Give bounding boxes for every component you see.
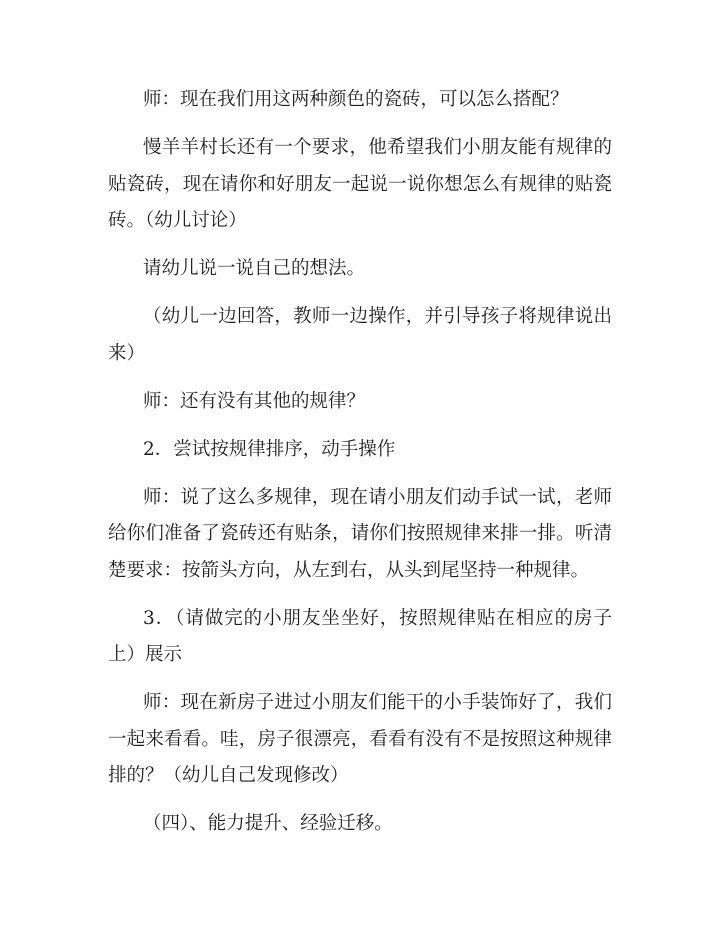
text-line: 师：说了这么多规律，现在请小朋友们动手试一试，老师 (143, 486, 612, 508)
text-line: 给你们准备了瓷砖还有贴条，请你们按照规律来排一排。听清 (108, 523, 612, 544)
document-page (108, 82, 612, 854)
text-line: 排的？（幼儿自己发现修改） (108, 765, 349, 786)
village-chief-request-paragraph (108, 130, 612, 240)
step-2-heading (108, 432, 612, 469)
section-4-heading (108, 806, 612, 843)
child-ideas-paragraph (108, 251, 612, 288)
text-line: （四）、能力提升、经验迁移。 (143, 813, 393, 834)
text-line: 砖。（幼儿讨论） (108, 210, 247, 231)
text-line: 3．（请做完的小朋友坐坐好，按照规律贴在相应的房子 (143, 607, 612, 629)
text-line: 贴瓷砖，现在请你和好朋友一起说一说你想怎么有规律的贴瓷 (108, 173, 612, 195)
text-line: 楚要求：按箭头方向，从左到右，从头到尾坚持一种规律。 (108, 559, 590, 581)
teacher-review-paragraph (108, 685, 612, 795)
text-line: 上）展示 (108, 644, 183, 665)
teacher-question-paragraph (108, 384, 612, 421)
text-line: 一起来看看。哇，房子很漂亮，看看有没有不是按照这种规律 (108, 728, 612, 750)
teacher-instruction-paragraph (108, 480, 612, 590)
teacher-prompt-paragraph (108, 82, 612, 119)
text-line: 师：现在新房子进过小朋友们能干的小手装饰好了，我们 (143, 692, 612, 713)
text-line: （幼儿一边回答，教师一边操作，并引导孩子将规律说出 (143, 306, 612, 327)
activity-note-paragraph (108, 299, 612, 372)
text-line: 师：还有没有其他的规律？ (143, 390, 366, 412)
text-line: 慢羊羊村长还有一个要求，他希望我们小朋友能有规律的 (143, 137, 612, 158)
text-line: 师：现在我们用这两种颜色的瓷砖，可以怎么搭配？ (143, 89, 569, 110)
text-line: 请幼儿说一说自己的想法。 (143, 258, 366, 279)
step-3-heading (108, 601, 612, 674)
text-line: 2．尝试按规律排序，动手操作 (143, 438, 396, 460)
text-line: 来） (108, 342, 146, 364)
